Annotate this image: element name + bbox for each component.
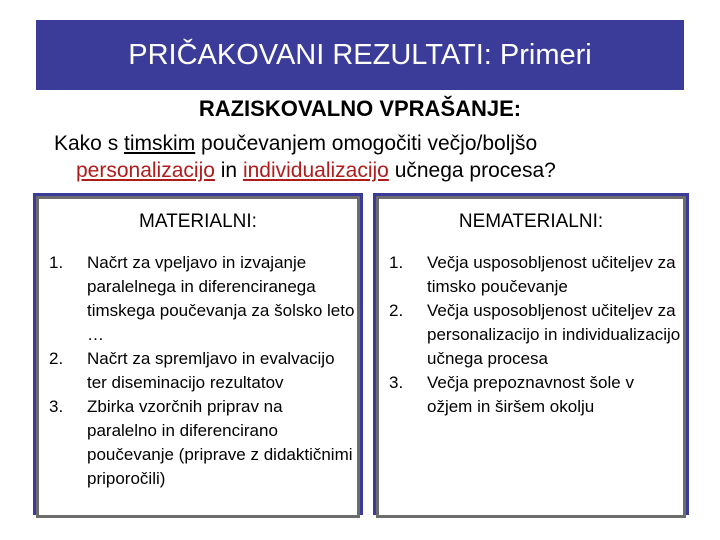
nonmaterial-results-list: [379, 251, 683, 419]
research-question: [54, 130, 694, 184]
nonmaterial-results-heading: NEMATERIALNI:: [458, 211, 604, 232]
question-word-timskim: timskim: [124, 132, 196, 155]
list-item: [379, 371, 683, 419]
list-number: 3.: [49, 397, 64, 416]
nonmaterial-results-panel: [376, 196, 686, 518]
slide-title: PRIČAKOVANI REZULTATI: Primeri: [128, 38, 592, 71]
question-text-4: učnega procesa?: [388, 159, 556, 182]
material-results-heading: MATERIALNI:: [139, 211, 257, 232]
list-item: [39, 395, 357, 491]
question-text-1: Kako s: [54, 132, 125, 155]
list-number: 3.: [389, 373, 404, 392]
list-item-text: Večja prepoznavnost šole v ožjem in širšem okolju: [427, 373, 634, 416]
list-number: 2.: [49, 349, 64, 368]
nonmaterial-results-panel-body: [379, 199, 683, 515]
list-item-text: Večja usposobljenost učiteljev za timsko poučevanje: [427, 253, 676, 296]
list-item-text: Večja usposobljenost učiteljev za personalizacijo in individualizacijo učnega procesa: [427, 301, 681, 368]
list-item: [39, 251, 357, 347]
list-item: [379, 299, 683, 371]
list-item-text: Zbirka vzorčnih priprav na paralelno in diferencirano poučevanje (priprave z didaktičnimi priporočili): [87, 397, 353, 488]
list-item: [379, 251, 683, 299]
list-item-text: Načrt za spremljavo in evalvacijo ter diseminacijo rezultatov: [87, 349, 335, 392]
slide-title-bar: [36, 20, 684, 90]
question-word-personalizacijo: personalizacijo: [76, 159, 215, 182]
list-number: 1.: [389, 253, 404, 272]
list-number: 1.: [49, 253, 64, 272]
list-number: 2.: [389, 301, 404, 320]
question-line-2: [54, 157, 694, 184]
question-text-3: in: [214, 159, 243, 182]
list-item-text: Načrt za vpeljavo in izvajanje paralelnega in diferenciranega timskega poučevanja za šolsko leto …: [87, 253, 355, 344]
material-results-panel-body: [39, 199, 357, 515]
question-text-2: poučevanjem omogočiti večjo/boljšo: [195, 132, 538, 155]
material-results-panel: [36, 196, 360, 518]
research-question-heading: RAZISKOVALNO VPRAŠANJE:: [198, 96, 522, 121]
list-item: [39, 347, 357, 395]
question-word-individualizacijo: individualizacijo: [242, 159, 389, 182]
material-results-list: [39, 251, 357, 491]
